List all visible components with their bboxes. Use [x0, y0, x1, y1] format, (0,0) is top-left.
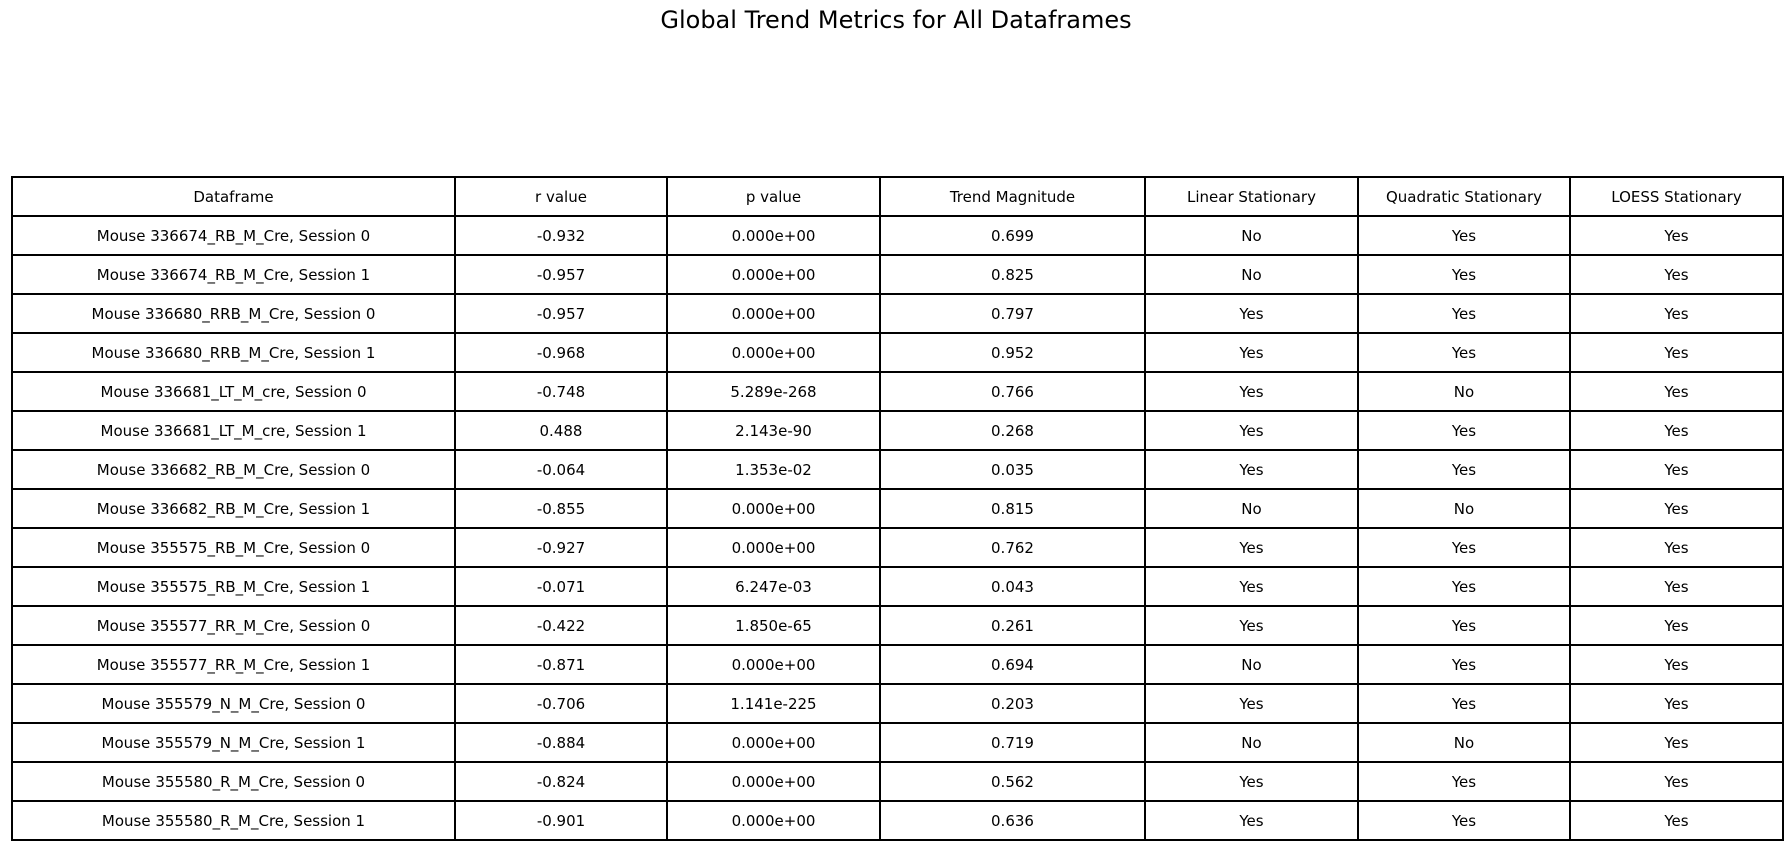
table-cell: Yes: [1145, 411, 1358, 450]
table-row: [12, 450, 1783, 489]
table-cell: 0.000e+00: [667, 294, 880, 333]
table-cell: -0.901: [455, 801, 667, 840]
table-cell: Yes: [1570, 294, 1783, 333]
table-cell: -0.871: [455, 645, 667, 684]
table-cell: -0.824: [455, 762, 667, 801]
table-cell: 0.000e+00: [667, 216, 880, 255]
table-cell: 0.719: [880, 723, 1145, 762]
table-cell: Yes: [1570, 372, 1783, 411]
table-cell: 0.815: [880, 489, 1145, 528]
column-header: Quadratic Stationary: [1358, 177, 1570, 216]
trend-metrics-table: [11, 176, 1784, 841]
table-cell: Yes: [1145, 567, 1358, 606]
table-cell: Yes: [1358, 567, 1570, 606]
table-row: [12, 489, 1783, 528]
table-row: [12, 411, 1783, 450]
table-row: [12, 216, 1783, 255]
table-cell: Mouse 336682_RB_M_Cre, Session 0: [12, 450, 455, 489]
column-header: Linear Stationary: [1145, 177, 1358, 216]
table-cell: 0.488: [455, 411, 667, 450]
table-row: [12, 645, 1783, 684]
table-cell: No: [1145, 216, 1358, 255]
table-cell: Yes: [1358, 606, 1570, 645]
table-cell: 0.203: [880, 684, 1145, 723]
table-cell: No: [1358, 723, 1570, 762]
table-cell: Mouse 355579_N_M_Cre, Session 0: [12, 684, 455, 723]
table-row: [12, 255, 1783, 294]
table-cell: 0.000e+00: [667, 255, 880, 294]
table-cell: Yes: [1570, 801, 1783, 840]
table-cell: Yes: [1358, 216, 1570, 255]
column-header: Trend Magnitude: [880, 177, 1145, 216]
table-cell: Yes: [1358, 684, 1570, 723]
table-cell: Yes: [1145, 528, 1358, 567]
table-cell: No: [1145, 723, 1358, 762]
table-cell: 0.797: [880, 294, 1145, 333]
table-cell: No: [1145, 645, 1358, 684]
table-cell: -0.064: [455, 450, 667, 489]
table-cell: 0.694: [880, 645, 1145, 684]
table-cell: Mouse 336674_RB_M_Cre, Session 1: [12, 255, 455, 294]
table-cell: 2.143e-90: [667, 411, 880, 450]
table-cell: Yes: [1358, 762, 1570, 801]
table-cell: -0.855: [455, 489, 667, 528]
table-cell: 0.766: [880, 372, 1145, 411]
table-cell: 0.000e+00: [667, 801, 880, 840]
table-cell: Mouse 355577_RR_M_Cre, Session 0: [12, 606, 455, 645]
table-cell: Mouse 336681_LT_M_cre, Session 1: [12, 411, 455, 450]
table-cell: 0.000e+00: [667, 645, 880, 684]
table-cell: Yes: [1358, 450, 1570, 489]
table-cell: Yes: [1570, 684, 1783, 723]
table-cell: Yes: [1570, 255, 1783, 294]
table-cell: Mouse 336681_LT_M_cre, Session 0: [12, 372, 455, 411]
table-cell: Yes: [1145, 684, 1358, 723]
table-cell: -0.071: [455, 567, 667, 606]
table-cell: Yes: [1570, 528, 1783, 567]
table-cell: Mouse 336680_RRB_M_Cre, Session 0: [12, 294, 455, 333]
table-row: [12, 294, 1783, 333]
table-cell: Yes: [1145, 372, 1358, 411]
table-cell: Yes: [1358, 411, 1570, 450]
table-cell: Mouse 355577_RR_M_Cre, Session 1: [12, 645, 455, 684]
table-cell: Mouse 355580_R_M_Cre, Session 1: [12, 801, 455, 840]
table-cell: 0.000e+00: [667, 723, 880, 762]
table-cell: 0.000e+00: [667, 528, 880, 567]
table-cell: Yes: [1570, 411, 1783, 450]
table-cell: -0.884: [455, 723, 667, 762]
chart-title: Global Trend Metrics for All Dataframes: [660, 6, 1132, 34]
table-row: [12, 528, 1783, 567]
table-cell: -0.927: [455, 528, 667, 567]
table-cell: Yes: [1358, 294, 1570, 333]
table-cell: -0.706: [455, 684, 667, 723]
table-cell: -0.968: [455, 333, 667, 372]
table-cell: -0.932: [455, 216, 667, 255]
table-cell: 0.952: [880, 333, 1145, 372]
column-header: r value: [455, 177, 667, 216]
table-cell: Yes: [1570, 645, 1783, 684]
table-cell: Mouse 336682_RB_M_Cre, Session 1: [12, 489, 455, 528]
table-cell: Yes: [1358, 645, 1570, 684]
table-cell: Mouse 355575_RB_M_Cre, Session 1: [12, 567, 455, 606]
table-cell: 0.035: [880, 450, 1145, 489]
table-cell: Yes: [1570, 723, 1783, 762]
table-row: [12, 333, 1783, 372]
table-cell: No: [1358, 372, 1570, 411]
table-cell: Yes: [1358, 255, 1570, 294]
table-cell: -0.957: [455, 294, 667, 333]
table-cell: 5.289e-268: [667, 372, 880, 411]
table-cell: Yes: [1570, 333, 1783, 372]
table-cell: Yes: [1570, 567, 1783, 606]
table-cell: Yes: [1145, 294, 1358, 333]
table-row: [12, 372, 1783, 411]
table-cell: 0.699: [880, 216, 1145, 255]
table-row: [12, 801, 1783, 840]
table-row: [12, 606, 1783, 645]
table-cell: Yes: [1145, 450, 1358, 489]
table-cell: 0.268: [880, 411, 1145, 450]
table-cell: No: [1358, 489, 1570, 528]
table-cell: -0.957: [455, 255, 667, 294]
table-cell: 0.043: [880, 567, 1145, 606]
table-cell: Yes: [1570, 762, 1783, 801]
table-cell: 0.762: [880, 528, 1145, 567]
table-cell: 0.562: [880, 762, 1145, 801]
table-cell: Yes: [1570, 489, 1783, 528]
table-cell: -0.748: [455, 372, 667, 411]
table-cell: Yes: [1358, 333, 1570, 372]
table-row: [12, 723, 1783, 762]
table-cell: 0.825: [880, 255, 1145, 294]
table-cell: Mouse 336674_RB_M_Cre, Session 0: [12, 216, 455, 255]
table-cell: Mouse 355579_N_M_Cre, Session 1: [12, 723, 455, 762]
table-header-row: [12, 177, 1783, 216]
table-cell: 0.261: [880, 606, 1145, 645]
table-row: [12, 684, 1783, 723]
table-cell: 0.000e+00: [667, 762, 880, 801]
column-header: p value: [667, 177, 880, 216]
table-cell: Mouse 336680_RRB_M_Cre, Session 1: [12, 333, 455, 372]
table-cell: Yes: [1358, 528, 1570, 567]
table-cell: Yes: [1145, 762, 1358, 801]
table-cell: Mouse 355575_RB_M_Cre, Session 0: [12, 528, 455, 567]
table-cell: Yes: [1570, 450, 1783, 489]
column-header: LOESS Stationary: [1570, 177, 1783, 216]
table-cell: 0.636: [880, 801, 1145, 840]
table-cell: Yes: [1570, 216, 1783, 255]
table-cell: No: [1145, 255, 1358, 294]
table-cell: Yes: [1145, 801, 1358, 840]
table-cell: 0.000e+00: [667, 489, 880, 528]
table-cell: Yes: [1358, 801, 1570, 840]
table-cell: 6.247e-03: [667, 567, 880, 606]
table-cell: No: [1145, 489, 1358, 528]
table-cell: Mouse 355580_R_M_Cre, Session 0: [12, 762, 455, 801]
table-cell: 1.353e-02: [667, 450, 880, 489]
table-cell: 1.850e-65: [667, 606, 880, 645]
table-row: [12, 762, 1783, 801]
table-cell: Yes: [1145, 333, 1358, 372]
table-cell: 1.141e-225: [667, 684, 880, 723]
column-header: Dataframe: [12, 177, 455, 216]
table-row: [12, 567, 1783, 606]
table-cell: Yes: [1145, 606, 1358, 645]
table-cell: -0.422: [455, 606, 667, 645]
table-cell: 0.000e+00: [667, 333, 880, 372]
table-cell: Yes: [1570, 606, 1783, 645]
